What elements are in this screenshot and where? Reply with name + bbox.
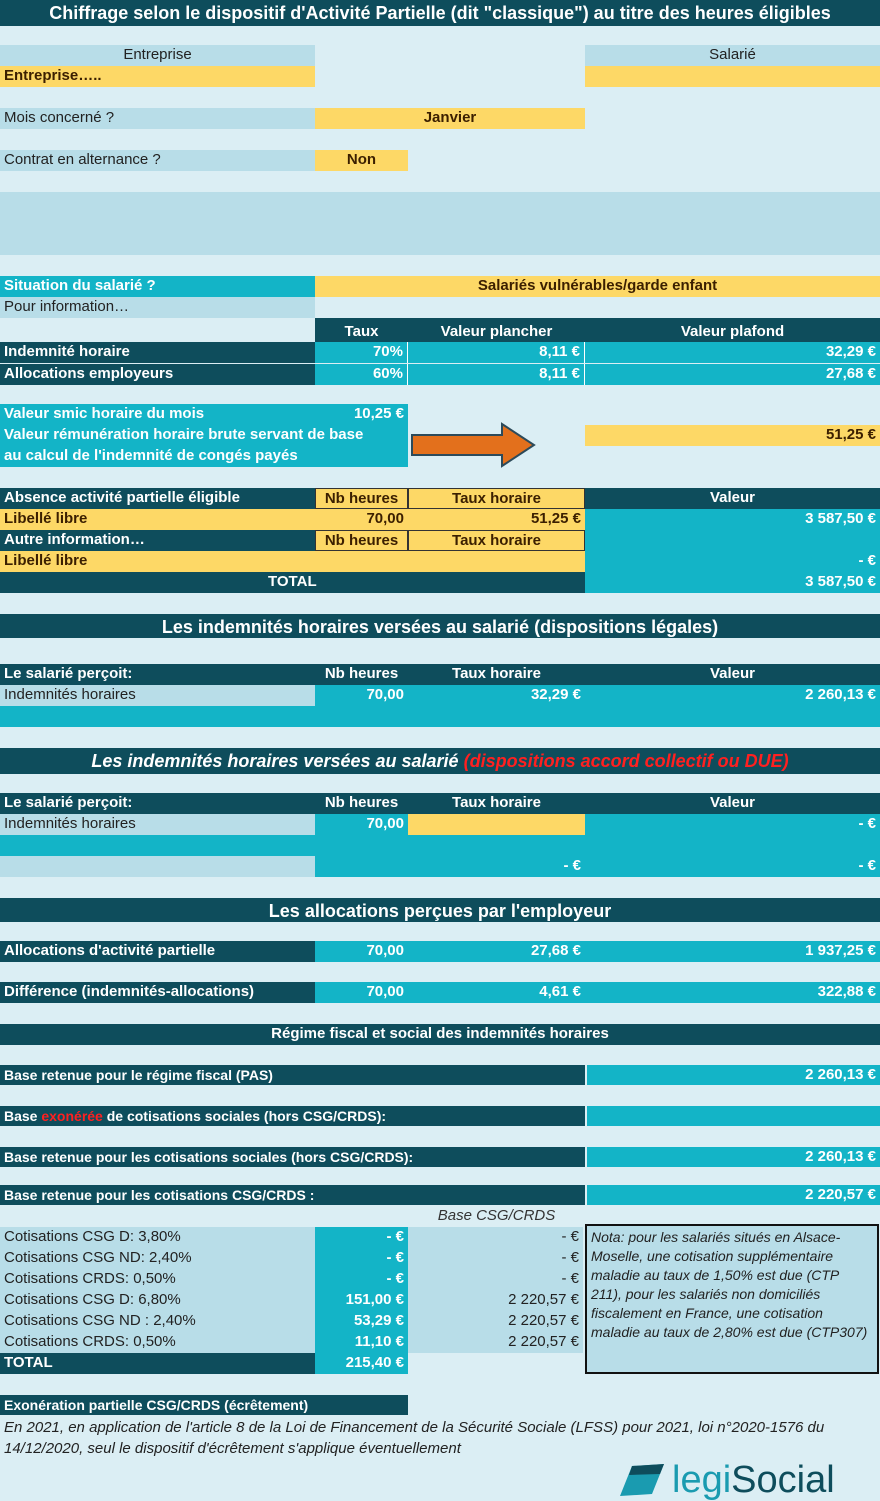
cotis-row-value: 151,00 € [315, 1290, 408, 1311]
cotis-row-label: Cotisations CSG D: 3,80% [0, 1227, 315, 1248]
legal-header-nb: Nb heures [315, 664, 408, 685]
situation-select[interactable]: Salariés vulnérables/garde enfant [315, 276, 880, 297]
entreprise-header: Entreprise [0, 45, 315, 66]
exo-label-part-a: Base [4, 1108, 42, 1124]
absence-taux-value: 51,25 € [408, 509, 585, 530]
remun-label-line2: au calcul de l'indemnité de congés payés [4, 447, 298, 464]
cotis-row-base: 2 220,57 € [408, 1290, 583, 1311]
legal-blank-row [0, 706, 880, 727]
logo-mark-icon [612, 1462, 668, 1498]
diff-row-nb: 70,00 [315, 982, 408, 1003]
legal-percoit-label: Le salarié perçoit: [0, 664, 315, 685]
accord-percoit-label: Le salarié perçoit: [0, 793, 315, 814]
cotis-row-value: 11,10 € [315, 1332, 408, 1353]
alternance-label: Contrat en alternance ? [0, 150, 315, 171]
accord-blank-row [0, 835, 880, 856]
alloc-row-valeur: 1 937,25 € [585, 941, 880, 962]
exo-partielle-label: Exonération partielle CSG/CRDS (écrêtement) [0, 1395, 408, 1415]
footer-text: En 2021, en application de l'article 8 de la Loi de Financement de la Sécurité Sociale (LFSS) pour 2021, loi n°2020-1576 du 14/12/2020, seul le dispositif d'écrêtement s'applique éventuellement [0, 1415, 880, 1459]
accord-row-valeur: - € [585, 814, 880, 835]
situation-label: Situation du salarié ? [0, 276, 315, 297]
legal-row-label: Indemnités horaires [0, 685, 315, 706]
autre-valeur-blank [585, 530, 880, 551]
rate-row-taux: 70% [315, 342, 408, 363]
diff-row-label: Différence (indemnités-allocations) [0, 982, 315, 1003]
csg-base-value: 2 220,57 € [587, 1185, 880, 1205]
libelle-libre-input-2[interactable]: Libellé libre [0, 551, 315, 572]
libelle-libre-input[interactable]: Libellé libre [0, 509, 315, 530]
exo-label-red: exonérée [41, 1108, 103, 1124]
pas-label: Base retenue pour le régime fiscal (PAS) [0, 1065, 585, 1085]
cotis-row-base: - € [408, 1269, 583, 1290]
exo-base-value [587, 1106, 880, 1126]
accord-row-nb: 70,00 [315, 814, 408, 835]
cotis-row-value: - € [315, 1227, 408, 1248]
cotis-row-value: - € [315, 1269, 408, 1290]
alloc-row-taux: 27,68 € [408, 941, 585, 962]
absence-header-valeur: Valeur [585, 488, 880, 509]
absence-nb-input[interactable]: 70,00 [315, 509, 408, 530]
alloc-row-label: Allocations d'activité partielle [0, 941, 315, 962]
accord-header-valeur: Valeur [585, 793, 880, 814]
logo-text-legi: legi [672, 1459, 732, 1501]
smic-value: 10,25 € [353, 405, 404, 422]
salarie-input[interactable] [585, 66, 880, 87]
cotis-row-value: 53,29 € [315, 1311, 408, 1332]
legal-row-valeur: 2 260,13 € [585, 685, 880, 706]
rate-row-plancher: 8,11 € [408, 342, 585, 363]
absence-valeur: 3 587,50 € [585, 509, 880, 530]
accord-sub-valeur: - € [585, 856, 880, 877]
arrow-right-icon [410, 421, 538, 469]
autre-header-taux: Taux horaire [408, 530, 585, 551]
soc-value: 2 260,13 € [587, 1147, 880, 1167]
soc-label: Base retenue pour les cotisations sociales (hors CSG/CRDS): [0, 1147, 585, 1167]
accord-section-title [0, 748, 880, 774]
rate-row-plancher: 8,11 € [408, 364, 585, 385]
accord-header-taux: Taux horaire [408, 793, 585, 814]
mois-label: Mois concerné ? [0, 108, 315, 129]
legal-row-taux: 32,29 € [408, 685, 585, 706]
autre-info-label: Autre information… [0, 530, 315, 551]
accord-taux-input[interactable] [408, 814, 585, 835]
absence-total-label: TOTAL [0, 572, 585, 593]
legal-header-valeur: Valeur [585, 664, 880, 685]
mois-select[interactable]: Janvier [315, 108, 585, 129]
absence-header-nb: Nb heures [315, 488, 408, 509]
cotis-row-value: - € [315, 1248, 408, 1269]
autre-valeur: - € [585, 551, 880, 572]
rate-row-plafond: 32,29 € [585, 342, 880, 363]
diff-row-valeur: 322,88 € [585, 982, 880, 1003]
cotis-row-label: Cotisations CSG D: 6,80% [0, 1290, 315, 1311]
nota-box: Nota: pour les salariés situés en Alsace-Moselle, une cotisation supplémentaire maladie au taux de 1,50% est due (CTP 211), pour les salariés non domiciliés fiscalement en France, une cotisation maladie au taux de 2,80% est due (CTP307) [585, 1224, 879, 1374]
cotis-row-label: Cotisations CSG ND : 2,40% [0, 1311, 315, 1332]
info-blank-area [0, 192, 880, 255]
autre-header-nb: Nb heures [315, 530, 408, 551]
cotis-row-label: Cotisations CRDS: 0,50% [0, 1332, 315, 1353]
legal-section-title: Les indemnités horaires versées au salarié (dispositions légales) [0, 614, 880, 638]
cotis-row-base: - € [408, 1227, 583, 1248]
alloc-row-nb: 70,00 [315, 941, 408, 962]
cotis-total-label: TOTAL [0, 1353, 315, 1374]
logo-text [672, 1460, 835, 1499]
exo-label-part-b: de cotisations sociales (hors CSG/CRDS): [102, 1108, 387, 1124]
alloc-section-title: Les allocations perçues par l'employeur [0, 898, 880, 922]
legal-row-nb: 70,00 [315, 685, 408, 706]
legisocial-logo [612, 1460, 880, 1499]
cotis-row-base: 2 220,57 € [408, 1332, 583, 1353]
remun-label-line1: Valeur rémunération horaire brute servant de base [4, 426, 364, 443]
entreprise-input[interactable]: Entreprise….. [0, 66, 315, 87]
smic-label: Valeur smic horaire du mois [4, 405, 205, 422]
cotis-row-label: Cotisations CRDS: 0,50% [0, 1269, 315, 1290]
diff-row-taux: 4,61 € [408, 982, 585, 1003]
accord-row-label: Indemnités horaires [0, 814, 315, 835]
alternance-select[interactable]: Non [315, 150, 408, 171]
remun-value: 51,25 € [585, 425, 880, 446]
salarie-header: Salarié [585, 45, 880, 66]
exo-base-label [0, 1106, 585, 1126]
absence-header-taux: Taux horaire [408, 488, 585, 509]
page-title: Chiffrage selon le dispositif d'Activité Partielle (dit "classique") au titre des heures éligibles [0, 0, 880, 26]
pour-info-label: Pour information… [0, 297, 315, 318]
logo-text-social: Social [731, 1459, 835, 1501]
accord-header-nb: Nb heures [315, 793, 408, 814]
rates-header-plancher: Valeur plancher [408, 318, 585, 342]
csg-base-label: Base retenue pour les cotisations CSG/CRDS : [0, 1185, 585, 1205]
autre-values-input[interactable] [315, 551, 585, 572]
rate-row-taux: 60% [315, 364, 408, 385]
pas-value: 2 260,13 € [587, 1065, 880, 1085]
accord-title-red: (dispositions accord collectif ou DUE) [463, 751, 789, 771]
legal-header-taux: Taux horaire [408, 664, 585, 685]
regime-section-title: Régime fiscal et social des indemnités horaires [0, 1024, 880, 1045]
absence-total-value: 3 587,50 € [585, 572, 880, 593]
rates-header-taux: Taux [315, 318, 408, 342]
rate-row-plafond: 27,68 € [585, 364, 880, 385]
accord-title-main: Les indemnités horaires versées au salarié [91, 751, 459, 771]
cotis-row-label: Cotisations CSG ND: 2,40% [0, 1248, 315, 1269]
base-csg-header: Base CSG/CRDS [437, 1207, 556, 1224]
accord-sub-label-blank [0, 856, 315, 877]
cotis-total-value: 215,40 € [315, 1353, 408, 1374]
cotis-row-base: - € [408, 1248, 583, 1269]
absence-label: Absence activité partielle éligible [0, 488, 315, 509]
rate-row-label: Indemnité horaire [0, 342, 315, 363]
rate-row-label: Allocations employeurs [0, 364, 315, 385]
accord-sub-taux: - € [315, 856, 585, 877]
cotis-row-base: 2 220,57 € [408, 1311, 583, 1332]
rates-header-plafond: Valeur plafond [585, 318, 880, 342]
